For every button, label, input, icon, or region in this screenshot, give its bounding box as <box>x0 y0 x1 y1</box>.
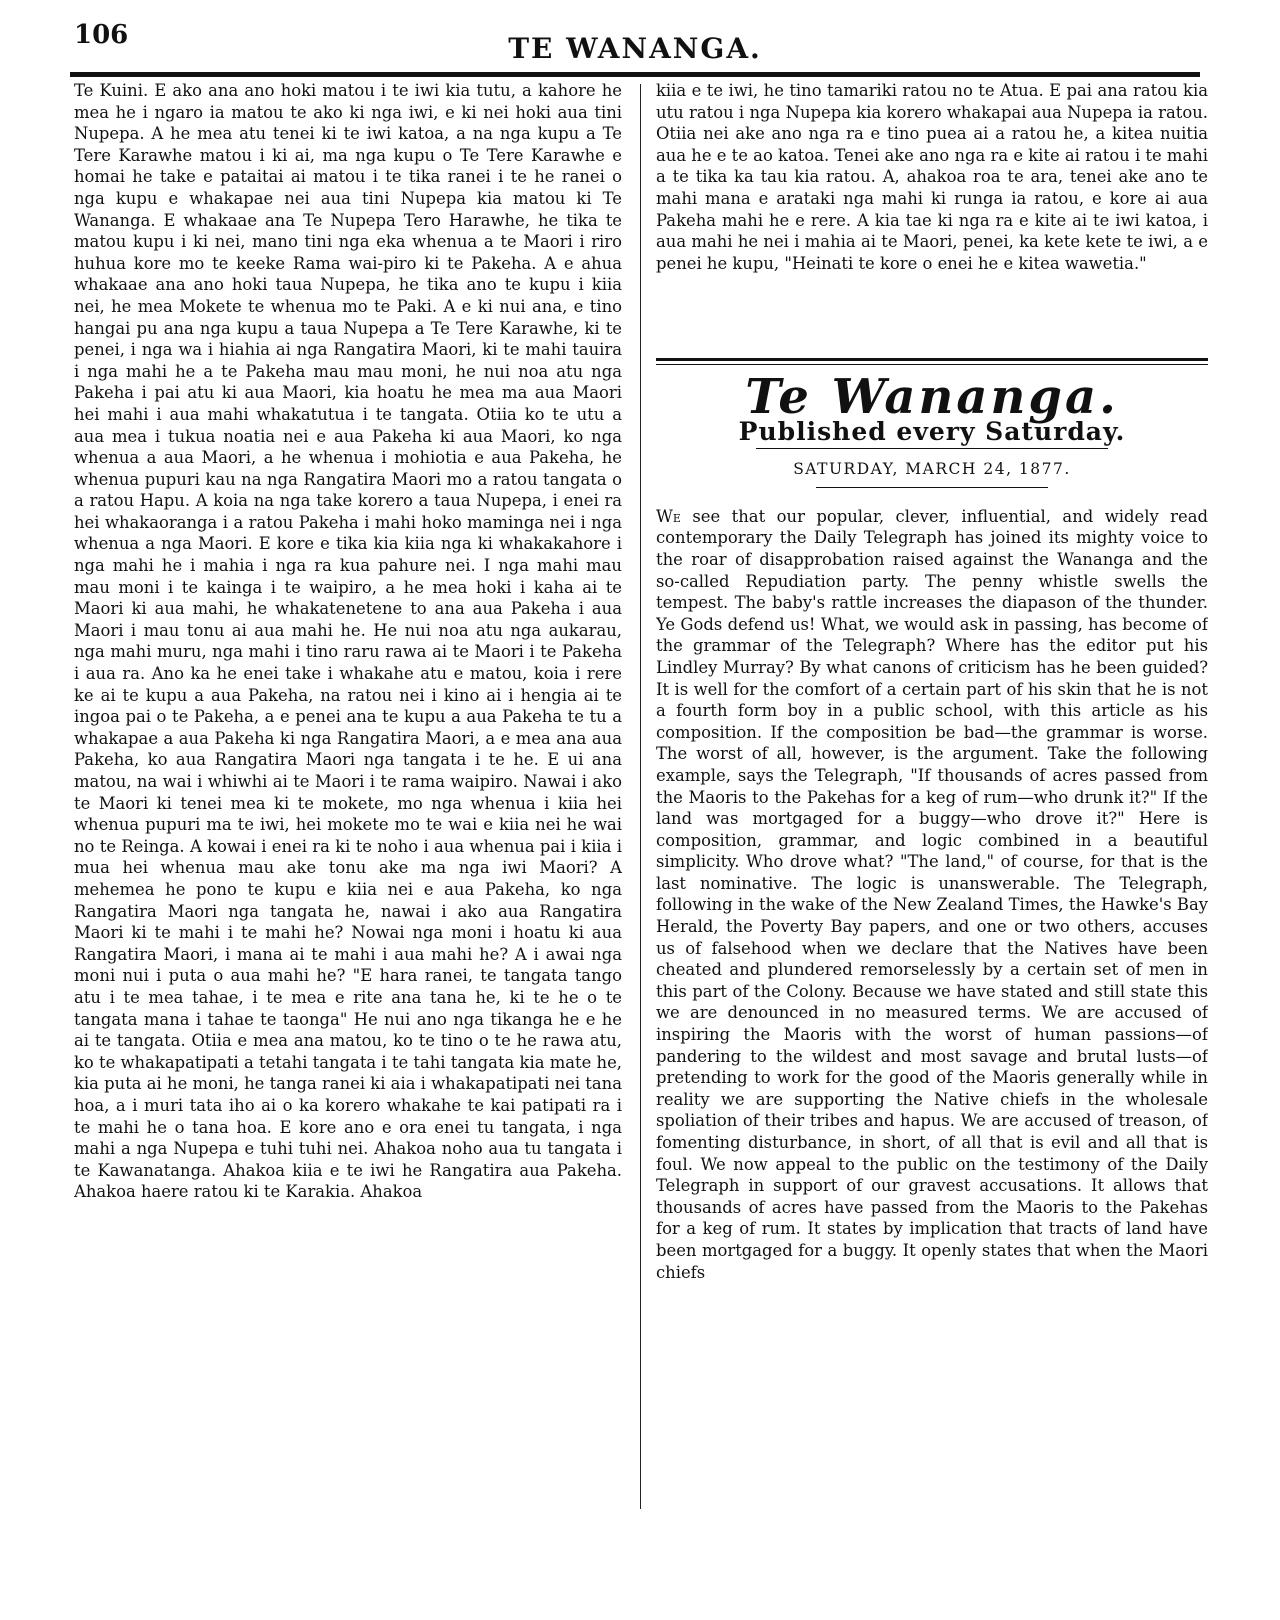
editorial-article <box>656 506 1208 1436</box>
left-column-text: Te Kuini. E ako ana ano hoki matou i te iwi kia tutu, a kahore he mea he i ngaro ia matou te ako ki nga iwi, e ki nei hoki aua tini Nupepa. A he mea atu tenei ki te iwi katoa, a na nga kupu a Te Tere Karawhe matou i ki ai, ma nga kupu o Te Tere Karawhe e homai he take e pataitai ai matou i te tika ranei i te he ranei o nga kupu e whakapae nei aua tini Nupepa kia matou ki Te Wananga. E whakaae ana Te Nupepa Tero Harawhe, he tika te matou kupu i ki nei, mano tini nga eka whenua a te Maori i riro huhua kore mo te keeke Rama wai-piro ki te Pakeha. A e ahua whakaae ana ano hoki taua Nupepa, he tika ano te kupu i kiia nei, he mea Mokete te whenua mo te Paki. A e ki nui ana, e tino hangai pu ana nga kupu a taua Nupepa a Te Tere Karawhe, ki te penei, i nga wa i hiahia ai nga Rangatira Maori, ki te mahi tauira i nga mahi he a te Pakeha mau mau moni, he nui noa atu nga Pakeha i pai atu ki aua Maori, kia hoatu he mea ma aua Maori hei mahi i aua mahi whakatutua i te tangata. Otiia ko te utu a aua mea i tukua noatia nei e aua Pakeha ki aua Maori, ko nga whenua a aua Maori, a he whenua i mohiotia e aua Pakeha, he whenua pupuri kau na nga Rangatira Maori mo a ratou tangata o a ratou Hapu. A koia na nga take korero a taua Nupepa, i enei ra hei whakaoranga i a ratou Pakeha i mahi hoko maminga nei i nga whenua a nga Maori. E kore e tika kia kiia nga ki whakakahore i nga mahi he i mahia i nga ra kua pahure nei. I nga mahi mau mau moni i te kainga i te waipiro, a he mea hoki i kaha ai te Maori ki aua mahi, he whakatenetene to ana aua Pakeha i aua Maori i mau tonu ai aua mahi he. He nui noa atu nga aukarau, nga mahi muru, nga mahi i tino raru rawa ai te Maori i te Pakeha i aua ra. Ano ka he enei take i whakahe atu e matou, koia i rere ke ai te kupu a aua Pakeha, na ratou nei i kino ai i hengia ai te ingoa pai o te Pakeha, a e penei ana te kupu a aua Pakeha te tu a whakapae a aua Pakeha ki nga Rangatira Maori, a e mea ana aua Pakeha, ko aua Rangatira Maori nga tangata i te he. E ui ana matou, na wai i whiwhi ai te Maori i te rama waipiro. Nawai i ako te Maori ki tenei mea ki te mokete, mo nga whenua i kiia hei whenua pupuri ma te iwi, hei mokete mo te wai e kiia nei he wai no te Reinga. A kowai i enei ra ki te noho i aua whenua pai i kiia i mua hei whenua mau ake tonu ake ma nga iwi Maori? A mehemea he pono te kupu e kiia nei e aua Pakeha, ko nga Rangatira Maori nga tangata he, nawai i ako aua Rangatira Maori ki te mahi i te mahi he? Nowai nga moni i hoatu ki aua Rangatira Maori, i mana ai te mahi i aua mahi he? A i awai nga moni nui i puta o aua mahi he? "E hara ranei, te tangata tango atu i te mea tahae, i te mea e rite ana tana he, ki te he o te tangata mana i tahae te taonga" He nui ano nga tikanga he e he ai te tangata. Otiia e mea ana matou, ko te tino o te he rawa atu, ko te whakapatipati a tetahi tangata i te tahi tangata kia mate he, kia puta ai he moni, he tanga ranei ki aia i whakapatipati nei tana hoa, a i muri tata iho ai o ka korero whakahe te kai patipati ra i te mahi he o tana hoa. E kore ano e ora enei tu tangata, i nga mahi a nga Nupepa e tuhi tuhi nei. Ahakoa noho aua tu tangata i te Kawanatanga. Ahakoa kiia e te iwi he Rangatira aua Pakeha. Ahakoa haere ratou ki te Karakia. Ahakoa <box>74 81 622 1202</box>
editorial-text: see that our popular, clever, influential, and widely read contemporary the Daily Telegraph has joined its mighty voice to the roar of disapprobation raised against the Wananga and the so-called Repudiation party. The penny whistle swells the tempest. The baby's rattle increases the diapason of the thunder. Ye Gods defend us! What, we would ask in passing, has become of the grammar of the Telegraph? Where has the editor put his Lindley Murray? By what canons of criticism has he been guided? It is well for the comfort of a certain part of his skin that he is not a fourth form boy in a public school, with this article as his composition. If the composition be bad—the grammar is worse. The worst of all, however, is the argument. Take the following example, says the Telegraph, "If thousands of acres passed from the Maoris to the Pakehas for a keg of rum—who drunk it?" If the land was mortgaged for a buggy—who drove it?" Here is composition, grammar, and logic combined in a beautiful simplicity. Who drove what? "The land," of course, for that is the last nominative. The logic is unanswerable. The Telegraph, following in the wake of the New Zealand Times, the Hawke's Bay Herald, the Poverty Bay papers, and one or two others, accuses us of falsehood when we declare that the Natives have been cheated and plundered remorselessly by a certain set of men in this part of the Colony. Because we have stated and still state this we are denounced in no measured terms. We are accused of inspiring the Maoris with the worst of human passions—of pandering to the wildest and most savage and brutal lusts—of pretending to work for the good of the Maoris generally while in reality we are supporting the Native chiefs in the wholesale spoliation of their tribes and hapus. We are accused of treason, of fomenting disturbance, in short, of all that is evil and all that is foul. We now appeal to the public on the testimony of the Daily Telegraph in support of our gravest accusations. It allows that thousands of acres have passed from the Maoris to the Pakehas for a keg of rum. It states by implication that tracts of land have been mortgaged for a buggy. It openly states that when the Maori chiefs <box>656 506 1208 1282</box>
column-divider <box>640 84 641 1509</box>
editorial-lead-word: We <box>656 506 681 526</box>
dateline-rule <box>816 487 1048 488</box>
left-column <box>74 80 622 1500</box>
running-title: TE WANANGA. <box>508 32 762 65</box>
masthead-title: Te Wananga. <box>745 369 1119 425</box>
tagline-rule <box>756 448 1108 449</box>
right-column <box>656 80 1208 1505</box>
issue-dateline: SATURDAY, MARCH 24, 1877. <box>793 460 1071 479</box>
masthead-tagline: Published every Saturday. <box>738 416 1126 446</box>
page-number: 106 <box>74 20 129 50</box>
editorial-paragraph <box>656 506 1208 1283</box>
page-header <box>70 14 1200 74</box>
continuation-block <box>656 80 1208 346</box>
continuation-text: kiia e te iwi, he tino tamariki ratou no te Atua. E pai ana ratou kia utu ratou i nga Nupepa kia korero whakapai aua Nupepa ia ratou. Otiia nei ake ano nga ra e tino puea ai a ratou he, a kitea nuitia aua he e te ao katoa. Tenei ake ano nga ra e kite ai ratou i te mahi a te tika ka tau kia ratou. A, ahakoa roa te ara, tenei ake ano te mahi mana e arataki nga mahi ki runga ia ratou, e kore ai aua Pakeha mahi he e rere. A kia tae ki nga ra e kite ai te iwi katoa, i aua mahi he nei i mahia ai te Maori, penei, ka kete kete te iwi, a e penei he kupu, "Heinati te kore o enei he e kitea wawetia." <box>656 81 1208 273</box>
header-rule <box>70 72 1200 77</box>
section-rule <box>656 358 1208 365</box>
